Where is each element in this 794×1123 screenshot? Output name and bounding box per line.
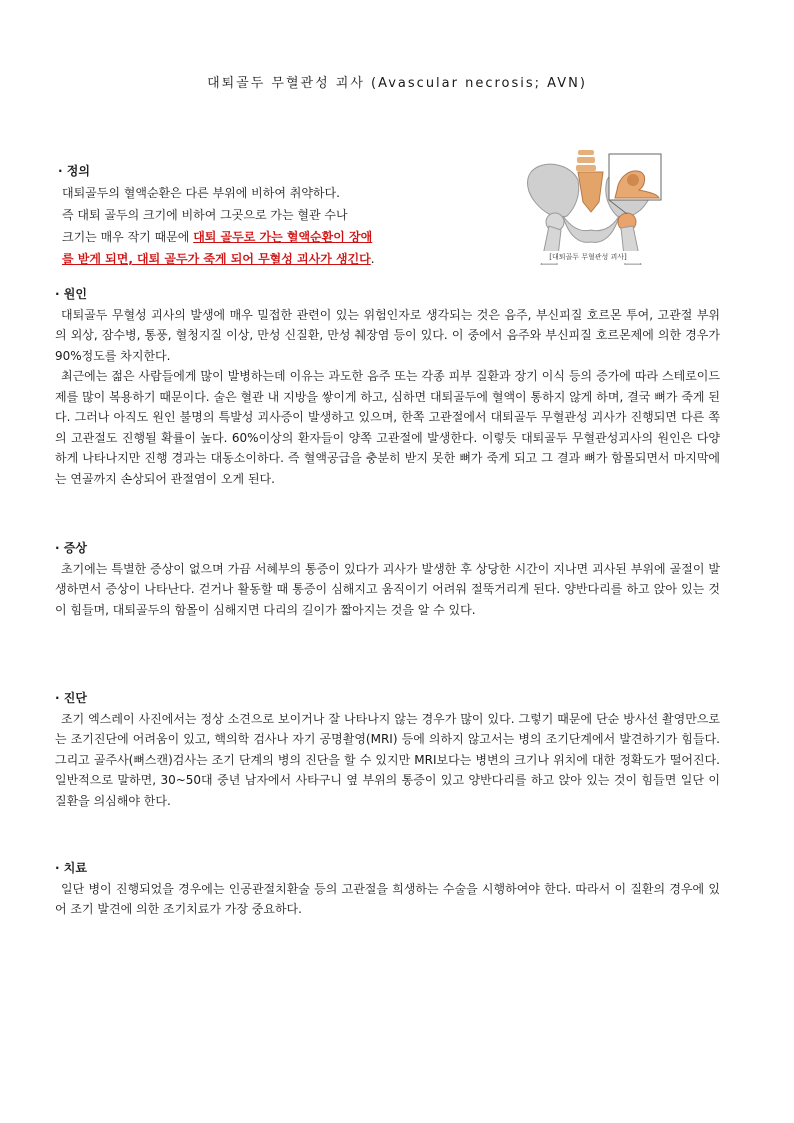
necrosis-area	[627, 174, 639, 186]
cause-heading: · 원인	[55, 287, 87, 301]
definition-line	[58, 248, 458, 270]
sacrum-shape	[578, 172, 603, 212]
definition-text: 크기는 매우 작기 때문에	[62, 230, 194, 244]
pubis-shape	[563, 216, 619, 242]
symptom-heading: · 증상	[55, 541, 87, 555]
definition-text: .	[370, 252, 375, 266]
definition-line: 대퇴골두의 혈액순환은 다른 부위에 비하여 취약하다.	[62, 186, 340, 200]
symptom-paragraph: 초기에는 특별한 증상이 없으며 가끔 서혜부의 통증이 있다가 괴사가 발생한 후 상당한 시간이 지나면 괴사된 부위에 골절이 발생하면서 증상이 나타난다. 걷거나 활동할 때 통증이 심해지고 움직이기 어려워 절뚝거리게 된다. 양반다리를 하고 앉아 있는 것이 힘들며, 대퇴골두의 함몰이 심해지면 다리의 길이가 짧아지는 것을 알 수 있다.	[55, 561, 720, 617]
cause-paragraph: 대퇴골두 무혈성 괴사의 발생에 매우 밀접한 관련이 있는 위험인자로 생각되는 것은 음주, 부신피질 호르몬 투여, 고관절 부위의 외상, 잠수병, 통풍, 혈청지질 이상, 만성 신질환, 만성 췌장염 등이 있다. 이 중에서 음주와 부신피질 호르몬제에 의한 경우가 90%정도를 차지한다.	[55, 307, 720, 363]
definition-heading: · 정의	[58, 164, 90, 178]
figure-caption: [대퇴골두 무혈관성 괴사]	[531, 251, 645, 263]
vertebra-shape	[576, 165, 596, 171]
highlight-text: 대퇴 골두로 가는 혈액순환이 장애	[193, 230, 373, 244]
treatment-paragraph: 일단 병이 진행되었을 경우에는 인공관절치환술 등의 고관절을 희생하는 수술을 시행하여야 한다. 따라서 이 질환의 경우에 있어 조기 발견에 의한 조기치료가 가장 중요하다.	[55, 881, 720, 916]
vertebra-shape	[577, 157, 595, 163]
treatment-heading: · 치료	[55, 861, 87, 875]
treatment-section	[55, 858, 720, 920]
page-title: 대퇴골두 무혈관성 괴사 (Avascular necrosis; AVN)	[207, 76, 587, 91]
definition-line	[58, 226, 458, 248]
pelvis-illustration	[523, 150, 663, 265]
diagnosis-paragraph: 조기 엑스레이 사진에서는 정상 소견으로 보이거나 잘 나타나지 않는 경우가 많이 있다. 그렇기 때문에 단순 방사선 촬영만으로는 조기진단에 어려움이 있고, 핵의학 검사나 자기 공명촬영(MRI) 등에 의하지 않고서는 병의 조기단계에서 발견하기가 힘들다. 그리고 골주사(뼈스캔)검사는 조기 단계의 병의 진단을 할 수 있지만 MRI보다는 병변의 크기나 위치에 대한 정확도가 떨어진다. 일반적으로 말하면, 30~50대 중년 남자에서 사타구니 옆 부위의 통증이 있고 양반다리를 하고 앉아 있는 것이 힘들면 일단 이 질환을 의심해야 한다.	[55, 711, 720, 808]
cause-section	[55, 284, 720, 489]
cause-paragraph: 최근에는 젊은 사람들에게 많이 발병하는데 이유는 과도한 음주 또는 각종 피부 질환과 장기 이식 등의 증가에 따라 스테로이드제를 많이 복용하기 때문이다. 술은 혈관 내 지방을 쌓이게 하고, 심하면 대퇴골두에 혈액이 통하지 않게 하며, 결국 뼈가 죽게 된다. 그러나 아직도 원인 불명의 특발성 괴사증이 발생하고 있으며, 한쪽 고관절에서 대퇴골두 무혈관성 괴사가 진행되면 다른 쪽의 고관절도 진행될 확률이 높다. 60%이상의 환자들이 양쪽 고관절에 발생한다. 이렇듯 대퇴골두 무혈관성괴사의 원인은 다양하게 나타나지만 진행 경과는 대동소이하다. 즉 혈액공급을 충분히 받지 못한 뼈가 죽게 되고 그 결과 뼈가 함몰되면서 마지막에는 연골까지 손상되어 관절염이 오게 된다.	[55, 369, 720, 486]
definition-section	[58, 160, 458, 270]
highlight-text: 를 받게 되면, 대퇴 골두가 죽게 되어 무혈성 괴사가 생긴다	[62, 252, 371, 266]
vertebra-shape	[578, 150, 594, 155]
pelvis-left-wing	[528, 164, 579, 217]
definition-line: 즉 대퇴 골두의 크기에 비하여 그곳으로 가는 혈관 수나	[62, 208, 348, 222]
diagnosis-section	[55, 688, 720, 811]
diagnosis-heading: · 진단	[55, 691, 87, 705]
symptom-section	[55, 538, 720, 620]
